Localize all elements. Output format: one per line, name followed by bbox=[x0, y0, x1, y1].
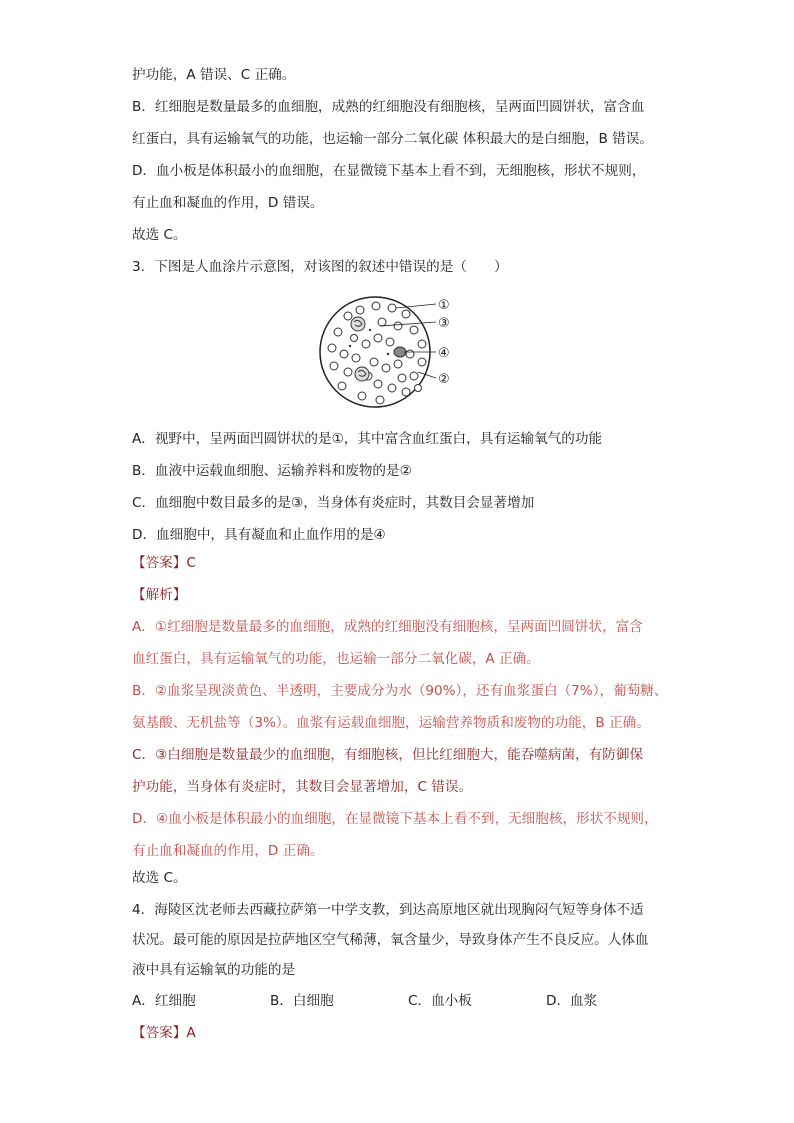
text-line: 护功能，A 错误、C 正确。 bbox=[132, 67, 296, 83]
blood-smear-figure bbox=[318, 292, 468, 412]
label-3: ③ bbox=[438, 316, 450, 331]
option-d: D．血细胞中，具有凝血和止血作用的是④ bbox=[132, 527, 386, 543]
label-2: ② bbox=[438, 372, 450, 387]
label-1: ① bbox=[438, 298, 450, 313]
text-line: 有止血和凝血的作用，D 错误。 bbox=[132, 195, 324, 211]
analysis-line: 血红蛋白，具有运输氧气的功能，也运输一部分二氧化碳，A 正确。 bbox=[132, 651, 540, 667]
text-line: 红蛋白，具有运输氧气的功能，也运输一部分二氧化碳 体积最大的是白细胞，B 错误。 bbox=[132, 131, 653, 147]
option-a: A．红细胞 bbox=[132, 993, 196, 1009]
text-line: 故选 C。 bbox=[132, 227, 187, 243]
conclusion: 故选 C。 bbox=[132, 870, 187, 886]
question-stem: 状况。最可能的原因是拉萨地区空气稀薄，氧含量少，导致身体产生不良反应。人体血 bbox=[132, 932, 649, 948]
analysis-line: 氨基酸、无机盐等（3%）。血浆有运载血细胞，运输营养物质和废物的功能，B 正确。 bbox=[132, 715, 650, 731]
analysis-line: 护功能，当身体有炎症时，其数目会显著增加，C 错误。 bbox=[132, 779, 473, 795]
answer: 【答案】A bbox=[132, 1025, 196, 1041]
option-c: C．血小板 bbox=[408, 993, 472, 1009]
analysis-line: 有止血和凝血的作用，D 正确。 bbox=[132, 843, 324, 859]
analysis-line: C．③白细胞是数量最少的血细胞，有细胞核，但比红细胞大，能吞噬病菌，有防御保 bbox=[132, 747, 644, 763]
text-line: B．红细胞是数量最多的血细胞，成熟的红细胞没有细胞核，呈两面凹圆饼状，富含血 bbox=[132, 99, 645, 115]
question-stem: 3．下图是人血涂片示意图，对该图的叙述中错误的是（ ） bbox=[132, 259, 508, 275]
analysis-line: D．④血小板是体积最小的血细胞，在显微镜下基本上看不到，无细胞核，形状不规则， bbox=[132, 811, 658, 827]
option-c: C．血细胞中数目最多的是③，当身体有炎症时，其数目会显著增加 bbox=[132, 495, 535, 511]
analysis-line: A．①红细胞是数量最多的血细胞，成熟的红细胞没有细胞核，呈两面凹圆饼状，富含 bbox=[132, 619, 643, 635]
analysis-tag: 【解析】 bbox=[132, 587, 187, 603]
question-stem: 4．海陵区沈老师去西藏拉萨第一中学支教，到达高原地区就出现胸闷气短等身体不适 bbox=[132, 902, 644, 918]
question-stem: 液中具有运输氧的功能的是 bbox=[132, 962, 296, 978]
label-4: ④ bbox=[438, 346, 450, 361]
option-b: B．白细胞 bbox=[270, 993, 334, 1009]
option-a: A．视野中，呈两面凹圆饼状的是①，其中富含血红蛋白，具有运输氧气的功能 bbox=[132, 431, 603, 447]
text-line: D．血小板是体积最小的血细胞，在显微镜下基本上看不到，无细胞核，形状不规则， bbox=[132, 163, 646, 179]
option-b: B．血液中运载血细胞、运输养料和废物的是② bbox=[132, 463, 412, 479]
answer: 【答案】C bbox=[132, 555, 196, 571]
option-d: D．血浆 bbox=[546, 993, 598, 1009]
analysis-line: B．②血浆呈现淡黄色、半透明，主要成分为水（90%），还有血浆蛋白（7%），葡萄糖、 bbox=[132, 683, 668, 699]
